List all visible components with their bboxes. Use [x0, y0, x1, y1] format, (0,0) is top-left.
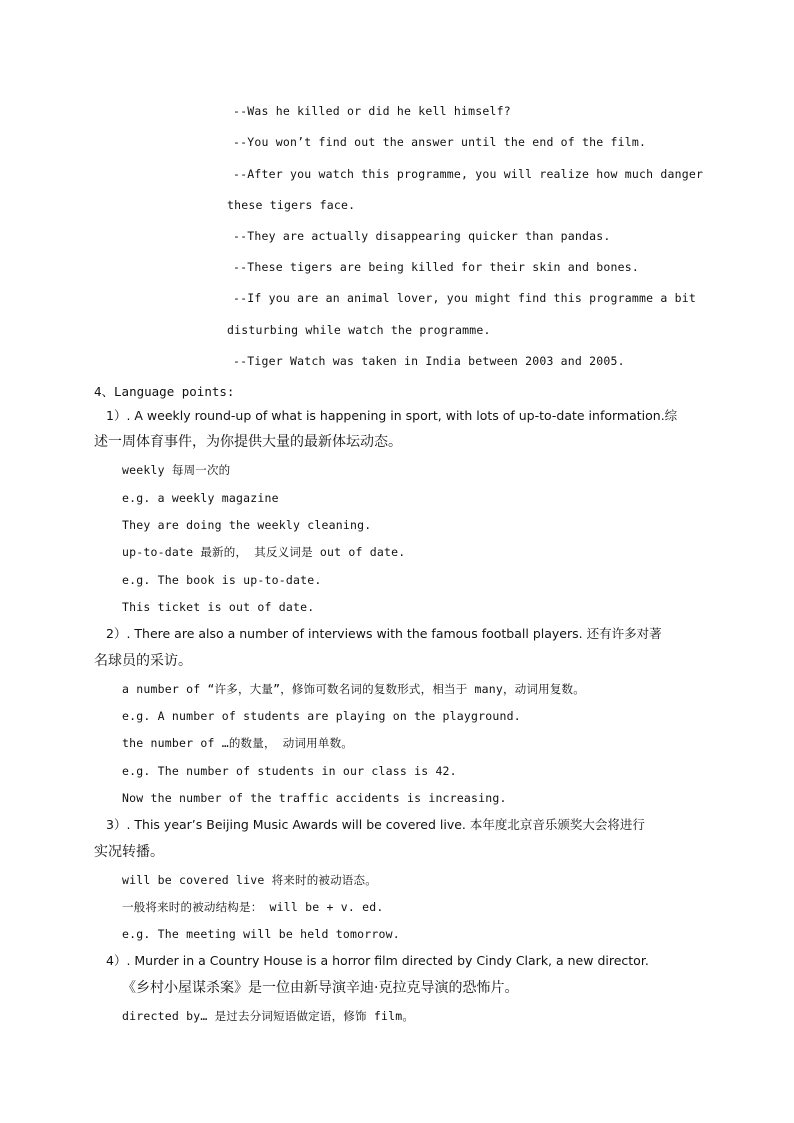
- dialogue-line: --If you are an animal lover, you might find this programme a bit: [233, 291, 697, 305]
- dialogue-line: --Tiger Watch was taken in India between 2003 and 2005.: [233, 354, 625, 368]
- point-1-line: weekly 每周一次的: [122, 463, 231, 477]
- point-2-line: e.g. A number of students are playing on the playground.: [122, 709, 521, 723]
- point-2-line: the number of …的数量， 动词用单数。: [122, 736, 353, 750]
- point-2-line: a number of “许多，大量”，修饰可数名词的复数形式，相当于 many，动词用复数。: [122, 682, 585, 696]
- point-1-line: e.g. The book is up-to-date.: [122, 573, 322, 587]
- point-4-sentence: 4）. Murder in a Country House is a horror film directed by Cindy Clark, a new director.: [106, 953, 649, 968]
- point-3-line: 一般将来时的被动结构是： will be + v. ed.: [122, 900, 384, 914]
- point-1-line: They are doing the weekly cleaning.: [122, 518, 372, 532]
- point-2-sentence: 2）. There are also a number of interviews with the famous football players. 还有许多对著: [106, 626, 662, 641]
- dialogue-line: --You won’t find out the answer until the end of the film.: [233, 135, 647, 149]
- point-2-translation: 名球员的采访。: [94, 653, 192, 669]
- point-4-line: directed by… 是过去分词短语做定语，修饰 film。: [122, 1009, 415, 1023]
- dialogue-line: --After you watch this programme, you will realize how much danger: [233, 167, 704, 181]
- dialogue-line: --These tigers are being killed for their skin and bones.: [233, 260, 640, 274]
- dialogue-line: --Was he killed or did he kell himself?: [233, 104, 511, 118]
- point-3-sentence: 3）. This year’s Beijing Music Awards will be covered live. 本年度北京音乐颁奖大会将进行: [106, 817, 645, 832]
- point-3-line: e.g. The meeting will be held tomorrow.: [122, 927, 400, 941]
- point-1-translation: 述一周体育事件，为你提供大量的最新体坛动态。: [94, 434, 402, 450]
- point-1-line: up-to-date 最新的， 其反义词是 out of date.: [122, 545, 406, 559]
- point-2-line: Now the number of the traffic accidents is increasing.: [122, 791, 507, 805]
- point-3-translation: 实况转播。: [94, 844, 164, 860]
- dialogue-line: disturbing while watch the programme.: [227, 323, 491, 337]
- dialogue-line: --They are actually disappearing quicker than pandas.: [233, 229, 611, 243]
- section-heading: 4、Language points:: [94, 384, 235, 399]
- point-3-line: will be covered live 将来时的被动语态。: [122, 873, 377, 887]
- point-2-line: e.g. The number of students in our class is 42.: [122, 764, 457, 778]
- point-1-sentence: 1）. A weekly round-up of what is happening in sport, with lots of up-to-date information.综: [106, 408, 678, 423]
- point-1-line: This ticket is out of date.: [122, 600, 315, 614]
- dialogue-line: these tigers face.: [227, 198, 356, 212]
- point-4-line: 《乡村小屋谋杀案》是一位由新导演辛迪·克拉克导演的恐怖片。: [122, 980, 519, 996]
- point-1-line: e.g. a weekly magazine: [122, 491, 279, 505]
